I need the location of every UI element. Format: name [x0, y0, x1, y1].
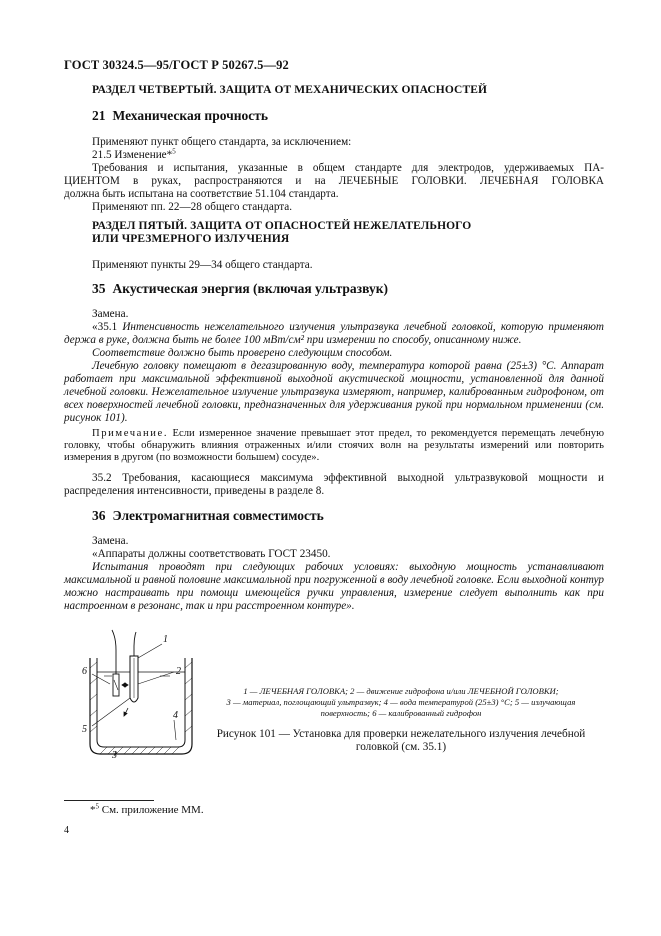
clause-35-heading: [92, 281, 388, 297]
clause-36-number: 36: [92, 508, 106, 523]
clause-21-body: [64, 136, 604, 214]
clause-35-body: [64, 308, 604, 498]
clause-35-number: 35: [92, 281, 106, 296]
clause-21-title: Механическая прочность: [112, 108, 269, 123]
clause-21-heading: [92, 108, 268, 124]
clause-35-note: Примечание. Если измеренное значение превышает этот предел, то рекомендуется перемещать лечебную головку, чтобы обнаружить влияния отраженных и/или стоячих волн на результаты измерений или повторить измерения в другом (по возможности большем) сосуде».: [64, 428, 604, 463]
figure-label-1: 1: [163, 634, 168, 645]
clause-36-gost: «Аппараты должны соответствовать ГОСТ 23450.: [92, 548, 331, 560]
section-five-title-line1: РАЗДЕЛ ПЯТЫЙ. ЗАЩИТА ОТ ОПАСНОСТЕЙ НЕЖЕЛАТЕЛЬНОГО: [92, 220, 472, 232]
hydrophone-cable: [112, 630, 116, 678]
clause-36-heading: [92, 508, 324, 524]
clause-21-text-line2: ЦИЕНТОМ в руках, распространяются и на ЛЕЧЕБНЫЕ ГОЛОВКИ. ЛЕЧЕБНАЯ ГОЛОВКА: [64, 175, 604, 187]
clause-36-title: Электромагнитная совместимость: [112, 508, 324, 523]
figure-label-6: 6: [82, 666, 87, 677]
section-four-title: РАЗДЕЛ ЧЕТВЕРТЫЙ. ЗАЩИТА ОТ МЕХАНИЧЕСКИХ ОПАСНОСТЕЙ: [92, 84, 488, 96]
figure-legend-line2: 3 — материал, поглощающий ультразвук; 4 — вода температурой (25±3) °С; 5 — излучающая: [226, 697, 576, 707]
clause-21-apply: Применяют пп. 22—28 общего стандарта.: [92, 201, 293, 213]
section-five-body: [64, 259, 604, 272]
figure-label-3: 3: [112, 750, 117, 760]
figure-legend-line3: поверхность; 6 — калиброванный гидрофон: [320, 708, 482, 718]
treatment-head-cable: [134, 632, 136, 658]
section-five-apply: Применяют пункты 29—34 общего стандарта.: [92, 259, 313, 271]
page-number: 4: [64, 825, 69, 836]
clause-35-1: «35.1 Интенсивность нежелательного излучения ультразвука лечебной головкой, которую применяют держа в руке, должна быть не более 100 мВт/см² при измерении по способу, описанному ниже.: [64, 321, 604, 346]
note-label: Примечание.: [92, 428, 169, 439]
clause-21-text-line3: должна быть испытана на соответствие 51.104 стандарта.: [64, 188, 339, 200]
clause-35-title: Акустическая энергия (включая ультразвук): [112, 281, 388, 296]
section-five-title: [92, 220, 592, 246]
clause-35-2: 35.2 Требования, касающиеся максимума эффективной выходной ультразвуковой мощности и распределения интенсивности, приведены в разделе 8.: [64, 472, 604, 497]
clause-35-replace: Замена.: [92, 308, 129, 320]
figure-caption: Рисунок 101 — Установка для проверки нежелательного излучения лечебной головкой (см. 35.1): [216, 728, 586, 753]
clause-35-method: Лечебную головку помещают в дегазированную воду, температура которой равна (25±3) °С. Аппарат работает при максимальной эффективной выходной акустической мощности, установленной для данной лечебной головки. Нежелательное излучение ультразвука измеряют, например, калиброванным гидрофоном, от всех поверхностей лечебной головки, предназначенных для удерживания рукой при нормальном применении (см. рисунок 101).: [64, 360, 604, 424]
figure-label-2: 2: [176, 666, 181, 677]
clause-36-replace: Замена.: [92, 535, 129, 547]
figure-label-4: 4: [173, 710, 178, 721]
figure-legend: [198, 686, 604, 719]
absorber-lining: [97, 658, 185, 747]
section-five-title-line2: ИЛИ ЧРЕЗМЕРНОГО ИЗЛУЧЕНИЯ: [92, 233, 290, 245]
footnote-rule: [64, 800, 154, 801]
clause-21-number: 21: [92, 108, 106, 123]
clause-21-text-line1: Требования и испытания, указанные в общем стандарте для электродов, удерживаемых ПА-: [92, 162, 604, 174]
figure-legend-line1: 1 — ЛЕЧЕБНАЯ ГОЛОВКА; 2 — движение гидрофона и/или ЛЕЧЕБНОЙ ГОЛОВКИ;: [243, 686, 559, 696]
clause-36-body: [64, 535, 604, 613]
footnote: *$^5$ См. приложение ММ.: [90, 802, 204, 816]
clause-36-conditions: Испытания проводят при следующих рабочих условиях: выходную мощность устанавливают максимальной и равной половине максимальной при погруженной в воду лечебной головке. Если выходной контур можно настраивать при помощи имеющейся ручки управления, измерение следует выполнить как при настроенном в резонанс, так и при расстроенном контуре».: [64, 561, 604, 612]
document-header: ГОСТ 30324.5—95/ГОСТ Р 50267.5—92: [64, 58, 289, 72]
footnote-ref: 5: [172, 147, 176, 156]
figure-label-5: 5: [82, 724, 87, 735]
clause-21-5: 21.5 Изменение*$^5$: [92, 147, 176, 161]
clause-35-compliance: Соответствие должно быть проверено следующим способом.: [92, 347, 393, 359]
clause-21-intro: Применяют пункт общего стандарта, за исключением:: [92, 136, 352, 148]
figure-101-drawing: [70, 628, 200, 760]
movement-arrows: [122, 683, 128, 716]
